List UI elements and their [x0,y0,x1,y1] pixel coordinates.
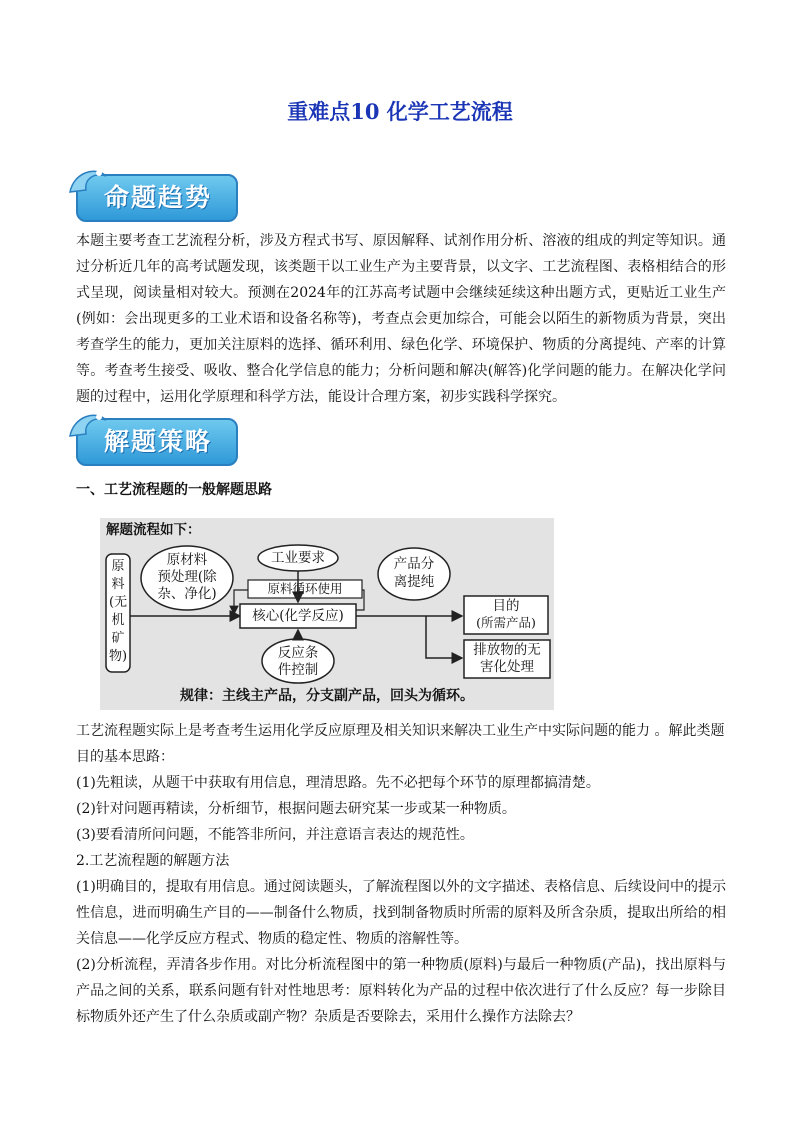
reaction-cond-line-2: 件控制 [277,662,319,678]
intro-paragraph: 本题主要考查工艺流程分析，涉及方程式书写、原因解释、试剂作用分析、溶液的组成的判定等知识。通过分析近几年的高考试题发现，该类题干以工业生产为主要背景，以文字、工艺流程图、表格相结合的形式呈现，阅读量相对较大。预测在2024年的江苏高考试题中会继续延续这种出题方式，更贴近工业生产(例如：会出现更多的工业术语和设备名称等)，考查点会更加综合，可能会以陌生的新物质为背景，突出考查学生的能力，更加关注原料的选择、循环利用、绿色化学、环境保护、物质的分离提纯、产率的计算等。考查考生接受、吸收、整合化学信息的能力；分析问题和解决(解答)化学问题的能力。在解决化学问题的过程中，运用化学原理和科学方法，能设计合理方案，初步实践科学探究。 [76,233,726,405]
body-line-6: (1)明确目的，提取有用信息。通过阅读题头，了解流程图以外的文字描述、表格信息、后续设问中的提示性信息，进而明确生产目的——制备什么物质，找到制备物质时所需的原料及所含杂质，提取出所给的相关信息——化学反应方程式、物质的稳定性、物质的溶解性等。 [76,879,726,947]
body-line-4: (3)要看清所问问题，不能答非所问，并注意语言表达的规范性。 [76,827,474,843]
body-line-3: (2)针对问题再精读，分析细节，根据问题去研究某一步或某一种物质。 [76,801,516,817]
flow-diagram [100,518,554,710]
waste-line-1: 排放物的无 [473,642,541,658]
raw-material-label: 原料(无机矿物) [109,559,128,664]
goal-line-2: (所需产品) [476,615,536,630]
pretreat-line-3: 杂、净化) [157,586,217,602]
body-line-5: 2.工艺流程题的解题方法 [76,853,230,869]
core-label: 核心(化学反应) [252,608,344,624]
reaction-cond-line-1: 反应条 [277,645,319,661]
page-title: 重难点10 化学工艺流程 [287,99,513,124]
banner-label-strategy: 解题策略 [104,427,213,456]
body-line-1: 工艺流程题实际上是考查考生运用化学反应原理及相关知识来解决工业生产中实际问题的能力 。解此类题目的基本思路： [76,723,725,765]
body-line-7: (2)分析流程，弄清各步作用。对比分析流程图中的第一种物质(原料)与最后一种物质(产品)，找出原料与产品之间的关系，联系问题有针对性地思考：原料转化为产品的过程中依次进行了什么反应？每一步除目标物质外还产生了什么杂质或副产物？杂质是否要除去，采用什么操作方法除去？ [76,957,726,1025]
recycle-label: 原料循环使用 [267,581,343,596]
trend-banner [66,164,242,224]
separate-line-2: 离提纯 [393,574,435,590]
waste-line-2: 害化处理 [480,659,534,675]
diagram-rule: 规律：主线主产品，分支副产品，回头为循环。 [180,688,474,704]
strategy-banner [66,408,242,468]
goal-line-1: 目的 [492,598,520,614]
industry-req-label: 工业要求 [271,550,325,566]
separate-line-1: 产品分 [393,556,435,572]
diagram-caption: 解题流程如下： [106,522,201,538]
banner-label-trend: 命题趋势 [104,183,213,212]
pretreat-line-2: 预处理(除 [157,569,217,585]
pretreat-line-1: 原材料 [166,552,208,568]
body-line-2: (1)先粗读，从题干中获取有用信息，理清思路。先不必把每个环节的原理都搞清楚。 [76,775,600,791]
section1-heading: 一、工艺流程题的一般解题思路 [76,482,272,498]
